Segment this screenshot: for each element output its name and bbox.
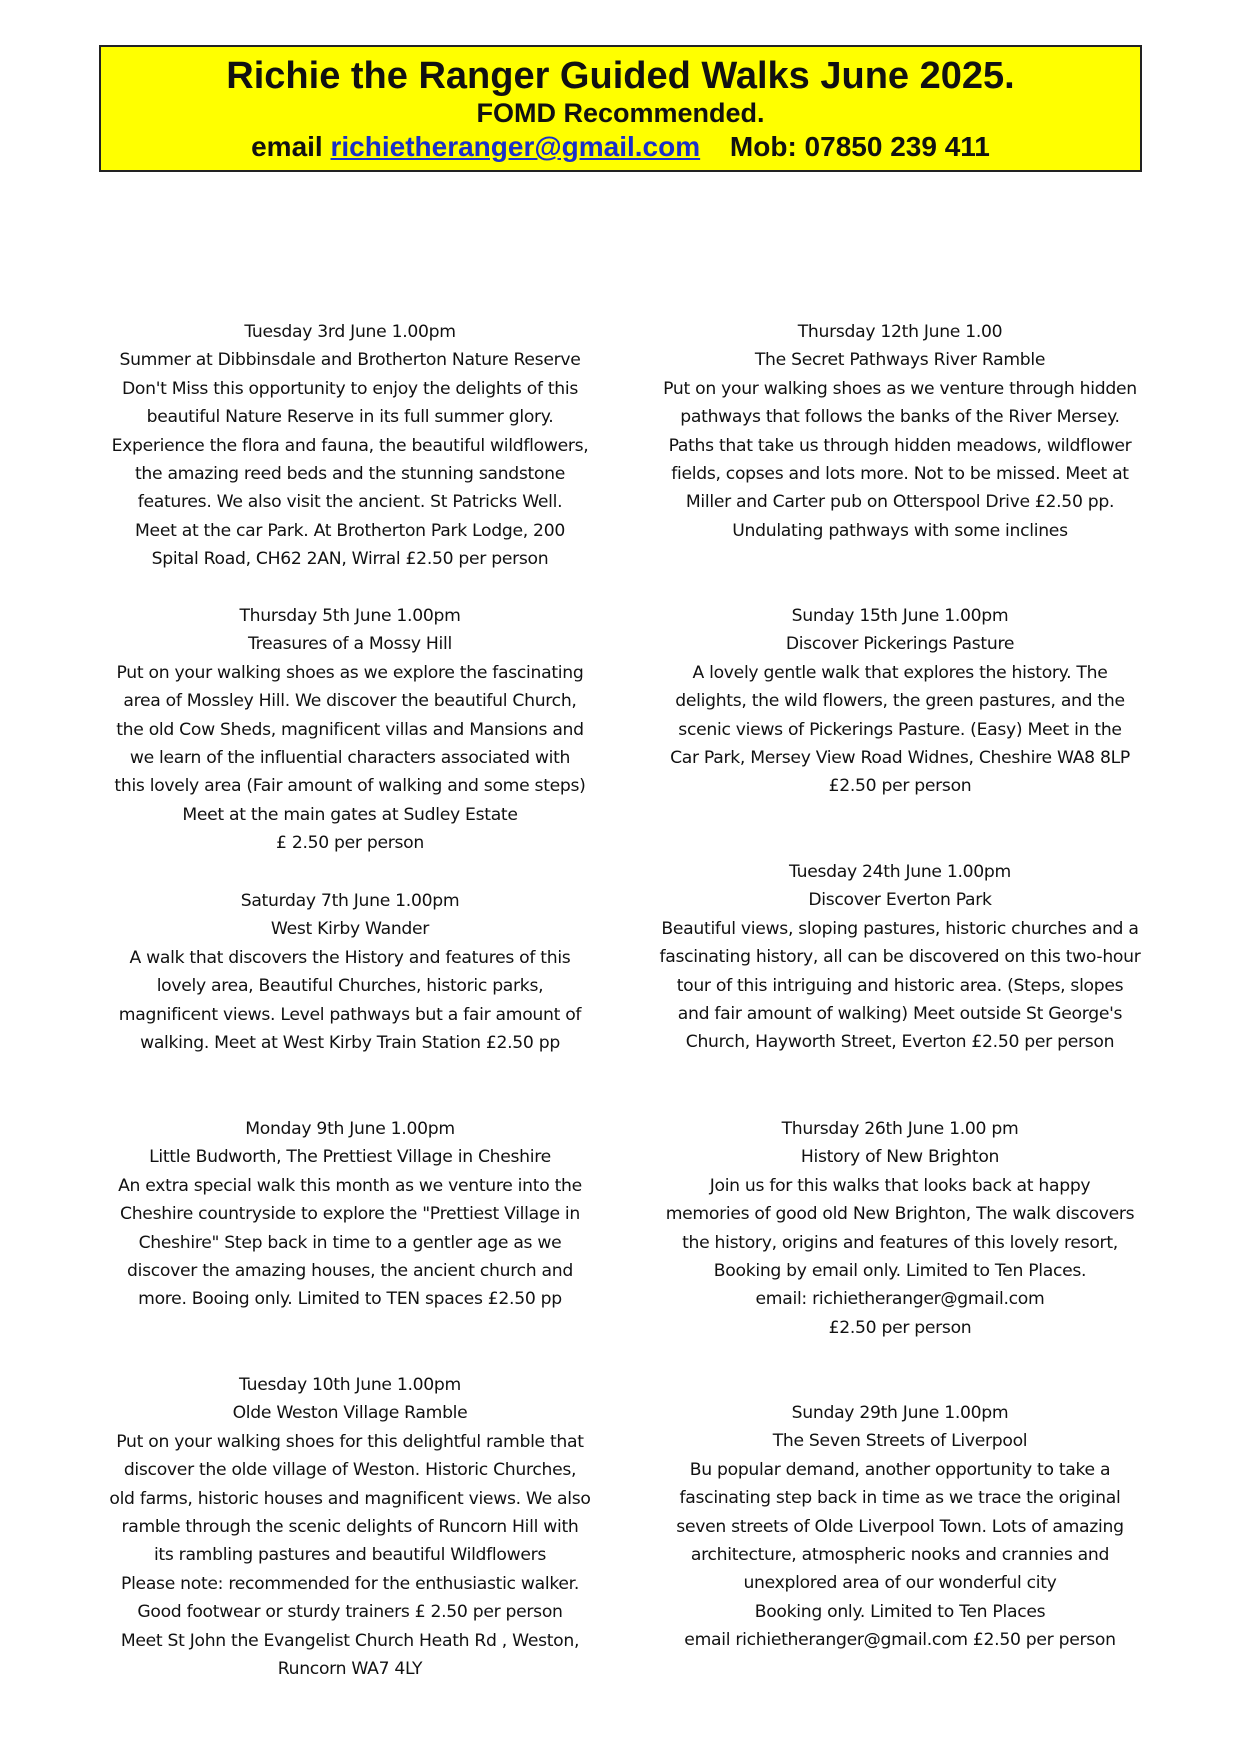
walk-line: Bu popular demand, another opportunity to take a [689, 1459, 1111, 1480]
walk-line: Put on your walking shoes as we explore the fascinating [116, 662, 584, 683]
walk-line: £2.50 per person [828, 776, 972, 797]
walk-line: Cheshire countryside to explore the "Prettiest Village in [120, 1204, 580, 1225]
walk-line: Good footwear or sturdy trainers £ 2.50 per person [137, 1602, 563, 1623]
walk-line: Car Park, Mersey View Road Widnes, Cheshire WA8 8LP [670, 748, 1130, 769]
page-header [99, 45, 1142, 172]
walk-date: Tuesday 10th June 1.00pm [239, 1375, 461, 1395]
walk-line: delights, the wild flowers, the green pastures, and the [675, 691, 1125, 712]
walk-line: History of New Brighton [800, 1147, 1000, 1168]
walk-entry [100, 887, 600, 1057]
walk-line: £ 2.50 per person [276, 833, 424, 854]
walk-entry [650, 1115, 1150, 1342]
page-subtitle: FOMD Recommended. [476, 98, 765, 128]
walk-line: its rambling pastures and beautiful Wildflowers [153, 1545, 547, 1566]
walk-line: Beautiful views, sloping pastures, historic churches and a [661, 918, 1139, 939]
walk-line: fields, copses and lots more. Not to be missed. Meet at [671, 464, 1129, 485]
walk-line: Paths that take us through hidden meadows, wildflower [668, 435, 1132, 456]
walk-line: Put on your walking shoes for this delightful ramble that [116, 1431, 584, 1452]
walk-date: Thursday 5th June 1.00pm [239, 606, 461, 626]
mobile-number: Mob: 07850 239 411 [729, 131, 990, 162]
walk-line: discover the amazing houses, the ancient church and [127, 1261, 573, 1282]
walk-date: Monday 9th June 1.00pm [245, 1119, 455, 1139]
walk-line: Little Budworth, The Prettiest Village in Cheshire [149, 1147, 551, 1168]
walk-line: area of Mossley Hill. We discover the beautiful Church, [123, 691, 577, 712]
walk-line: email richietheranger@gmail.com £2.50 per person [684, 1630, 1116, 1651]
walk-line: old farms, historic houses and magnificent views. We also [109, 1488, 591, 1509]
walk-line: A lovely gentle walk that explores the history. The [692, 662, 1108, 683]
walk-date: Thursday 12th June 1.00 [797, 322, 1003, 342]
walk-line: Olde Weston Village Ramble [232, 1403, 468, 1424]
walk-line: Discover Pickerings Pasture [785, 634, 1015, 655]
walk-line: tour of this intriguing and historic area. (Steps, slopes [676, 975, 1124, 996]
walk-line: The Seven Streets of Liverpool [772, 1431, 1028, 1452]
walk-line: Join us for this walks that looks back at happy [709, 1175, 1091, 1196]
walk-line: this lovely area (Fair amount of walking and some steps) [114, 776, 586, 797]
walk-line: the old Cow Sheds, magnificent villas and Mansions and [116, 719, 584, 740]
walk-line: Runcorn WA7 4LY [277, 1659, 423, 1680]
walk-line: architecture, atmospheric nooks and crannies and [690, 1545, 1110, 1566]
walk-line: Undulating pathways with some inclines [732, 520, 1068, 541]
walk-line: fascinating step back in time as we trace the original [679, 1488, 1121, 1509]
walk-line: the history, origins and features of this lovely resort, [682, 1232, 1118, 1253]
walk-line: email: richietheranger@gmail.com [755, 1289, 1045, 1310]
walk-line: Miller and Carter pub on Otterspool Drive £2.50 pp. [685, 492, 1115, 513]
page-title: Richie the Ranger Guided Walks June 2025. [226, 55, 1015, 97]
walk-line: Summer at Dibbinsdale and Brotherton Nature Reserve [119, 350, 581, 371]
walk-entry [650, 1399, 1150, 1655]
walk-line: features. We also visit the ancient. St Patricks Well. [137, 492, 563, 513]
walk-line: A walk that discovers the History and features of this [129, 947, 571, 968]
walk-line: and fair amount of walking) Meet outside St George's [677, 1004, 1123, 1025]
walk-line: Experience the flora and fauna, the beautiful wildflowers, [111, 435, 589, 456]
walk-line: Discover Everton Park [808, 890, 992, 911]
walk-line: Put on your walking shoes as we venture through hidden [663, 378, 1137, 399]
walk-line: Spital Road, CH62 2AN, Wirral £2.50 per person [151, 549, 549, 570]
walk-line: £2.50 per person [828, 1317, 972, 1338]
walk-line: memories of good old New Brighton, The walk discovers [665, 1204, 1135, 1225]
walk-date: Tuesday 24th June 1.00pm [789, 862, 1011, 882]
walk-line: beautiful Nature Reserve in its full summer glory. [146, 407, 554, 428]
walk-date: Saturday 7th June 1.00pm [240, 891, 460, 911]
walk-line: Meet at the car Park. At Brotherton Park Lodge, 200 [135, 520, 565, 541]
walk-line: Booking by email only. Limited to Ten Places. [713, 1261, 1087, 1282]
walk-entry [100, 602, 600, 858]
walk-line: the amazing reed beds and the stunning sandstone [134, 464, 566, 485]
walk-line: unexplored area of our wonderful city [743, 1573, 1057, 1594]
walk-line: magnificent views. Level pathways but a fair amount of [118, 1004, 582, 1025]
walk-line: fascinating history, all can be discovered on this two-hour [659, 947, 1141, 968]
email-link[interactable]: richietheranger@gmail.com [330, 131, 701, 162]
walk-line: pathways that follows the banks of the River Mersey. [680, 407, 1120, 428]
walk-line: Meet St John the Evangelist Church Heath Rd , Weston, [120, 1630, 580, 1651]
walk-line: scenic views of Pickerings Pasture. (Easy) Meet in the [678, 719, 1122, 740]
walk-line: more. Booing only. Limited to TEN spaces £2.50 pp [138, 1289, 562, 1310]
walk-date: Thursday 26th June 1.00 pm [781, 1119, 1019, 1139]
walk-date: Sunday 15th June 1.00pm [791, 606, 1009, 626]
walk-line: An extra special walk this month as we venture into the [118, 1175, 582, 1196]
walk-line: Treasures of a Mossy Hill [248, 634, 452, 655]
walk-entry [100, 1115, 600, 1314]
walk-date: Tuesday 3rd June 1.00pm [244, 322, 456, 342]
walk-line: Church, Hayworth Street, Everton £2.50 per person [685, 1032, 1115, 1053]
walk-line: lovely area, Beautiful Churches, historic parks, [156, 976, 544, 997]
email-prefix: email [251, 131, 323, 162]
contact-line [101, 130, 1140, 164]
walk-line: seven streets of Olde Liverpool Town. Lots of amazing [676, 1516, 1124, 1537]
walk-line: we learn of the influential characters associated with [129, 748, 571, 769]
walk-line: West Kirby Wander [270, 919, 430, 940]
walk-line: ramble through the scenic delights of Runcorn Hill with [121, 1517, 579, 1538]
walk-line: discover the olde village of Weston. Historic Churches, [123, 1460, 577, 1481]
walk-line: Meet at the main gates at Sudley Estate [182, 804, 518, 825]
walk-line: Don't Miss this opportunity to enjoy the delights of this [121, 378, 579, 399]
walk-entry [650, 858, 1150, 1057]
walk-line: walking. Meet at West Kirby Train Station £2.50 pp [140, 1033, 560, 1054]
walk-date: Sunday 29th June 1.00pm [791, 1403, 1009, 1423]
walk-entry [100, 318, 600, 574]
walk-entry [100, 1371, 600, 1683]
walk-entry [650, 318, 1150, 545]
walk-entry [650, 602, 1150, 801]
walk-line: The Secret Pathways River Ramble [754, 350, 1046, 371]
walk-line: Please note: recommended for the enthusiastic walker. [121, 1573, 579, 1594]
walk-line: Cheshire" Step back in time to a gentler age as we [138, 1232, 562, 1253]
walk-line: Booking only. Limited to Ten Places [754, 1601, 1046, 1622]
